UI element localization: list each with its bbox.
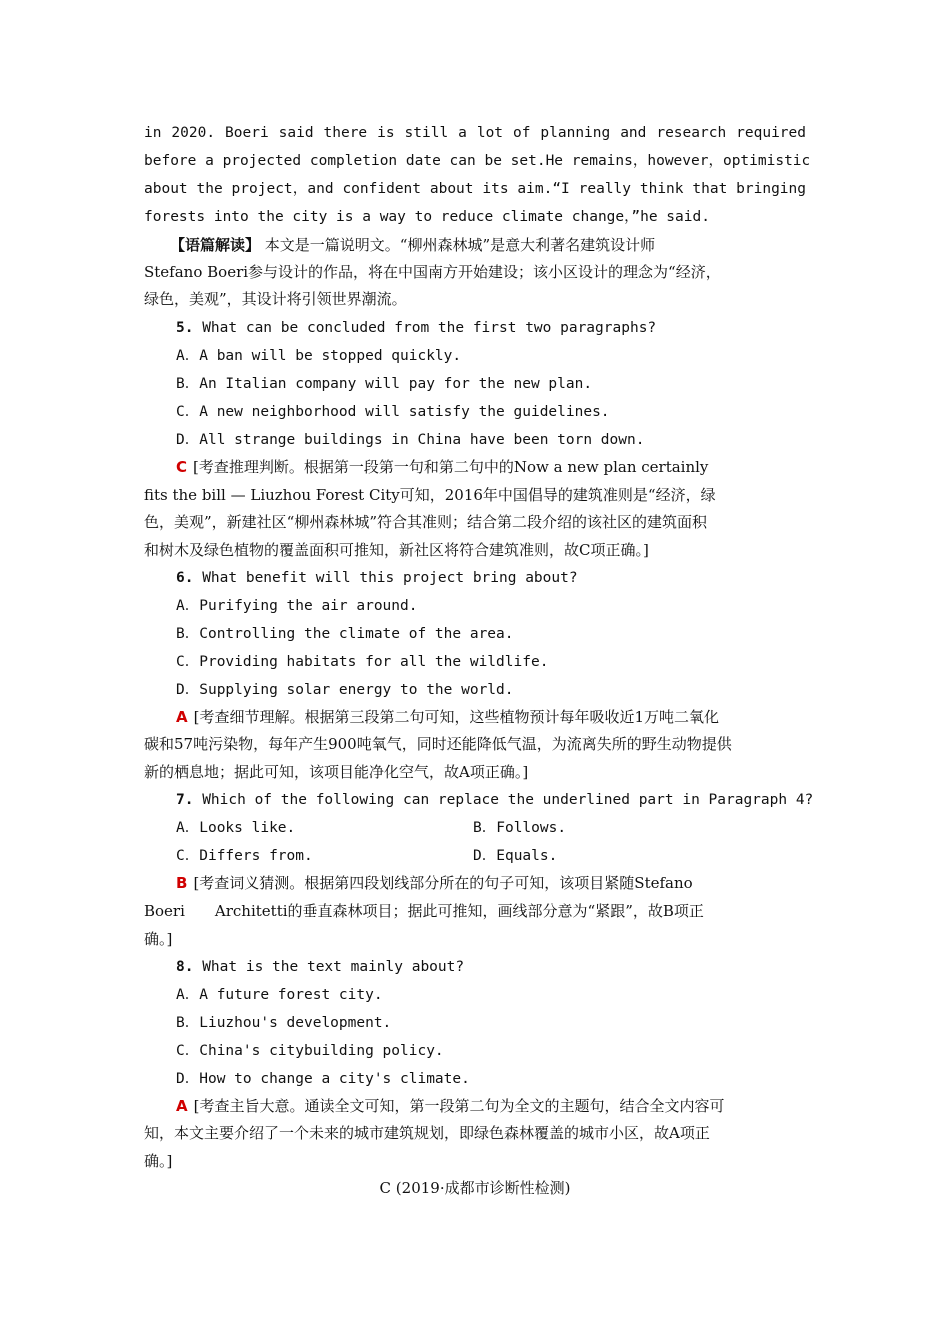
question-8-explanation-line: A [考查主旨大意。通读全文可知，第一段第二句为全文的主题句，结合全文内容可	[176, 1097, 725, 1115]
passage-line: about the project，and confident about its aim.“I really think that bringing	[144, 181, 806, 197]
question-5-explanation-line: fits the bill — Liuzhou Forest City可知，2016年中国倡导的建筑准则是“经济，绿	[144, 486, 716, 504]
question-5-option-d: D．All strange buildings in China have been torn down.	[176, 432, 645, 448]
question-5-option-a: A．A ban will be stopped quickly.	[176, 348, 462, 364]
question-6-explanation-line: 碳和57吨污染物，每年产生900吨氧气，同时还能降低气温，为流离失所的野生动物提供	[144, 735, 732, 753]
question-6-option-d: D．Supplying solar energy to the world.	[176, 682, 514, 698]
question-8-option-a: A．A future forest city.	[176, 987, 383, 1003]
question-6-option-c: C．Providing habitats for all the wildlife.	[176, 654, 549, 670]
passage-line: in 2020. Boeri said there is still a lot of planning and research required	[144, 125, 806, 141]
intro-line-2: Stefano Boeri参与设计的作品，将在中国南方开始建设；该小区设计的理念为“经济，	[144, 263, 721, 281]
question-5-explanation-line: C [考查推理判断。根据第一段第一句和第二句中的Now a new plan certainly	[176, 458, 709, 476]
question-8-answer: A	[176, 1097, 188, 1115]
question-8-explanation-line: 知，本文主要介绍了一个未来的城市建筑规划，即绿色森林覆盖的城市小区，故A项正	[144, 1124, 710, 1142]
question-7-stem: 7. Which of the following can replace the underlined part in Paragraph 4?	[176, 792, 814, 808]
question-7-answer: B	[176, 874, 188, 892]
question-8-option-d: D．How to change a city's climate.	[176, 1071, 470, 1087]
intro-text: 本文是一篇说明文。“柳州森林城”是意大利著名建筑设计师	[260, 236, 656, 254]
question-8-stem: 8. What is the text mainly about?	[176, 959, 465, 975]
question-6-option-a: A．Purifying the air around.	[176, 598, 418, 614]
intro-line-1	[170, 235, 806, 255]
question-6-answer: A	[176, 708, 188, 726]
question-5-explanation-line: 和树木及绿色植物的覆盖面积可推知，新社区将符合建筑准则，故C项正确。]	[144, 541, 649, 559]
question-7-explanation-line: Boeri Architetti的垂直森林项目；据此可推知，画线部分意为“紧跟”，故B项正	[144, 902, 704, 920]
question-5-option-c: C．A new neighborhood will satisfy the guidelines.	[176, 404, 610, 420]
question-7-option-d: D．Equals.	[473, 848, 558, 864]
question-7-explanation-line: 确。]	[144, 930, 173, 948]
question-5-stem: 5. What can be concluded from the first two paragraphs?	[176, 320, 657, 336]
question-8-option-c: C．China's citybuilding policy.	[176, 1043, 444, 1059]
section-heading: C (2019·成都市诊断性检测)	[379, 1179, 571, 1197]
question-7-option-c: C．Differs from.	[176, 848, 313, 864]
passage-line: before a projected completion date can be set.He remains，however，optimistic	[144, 153, 811, 169]
question-6-stem: 6. What benefit will this project bring about?	[176, 570, 578, 586]
question-8-option-b: B．Liuzhou's development.	[176, 1015, 392, 1031]
intro-line-3: 绿色，美观”，其设计将引领世界潮流。	[144, 290, 407, 308]
question-5-explanation-line: 色，美观”，新建社区“柳州森林城”符合其准则；结合第二段介绍的该社区的建筑面积	[144, 513, 708, 531]
intro-label: 【语篇解读】	[170, 236, 261, 254]
question-6-explanation-line: 新的栖息地；据此可知，该项目能净化空气，故A项正确。]	[144, 763, 529, 781]
question-6-option-b: B．Controlling the climate of the area.	[176, 626, 514, 642]
question-5-answer: C	[176, 458, 188, 476]
question-7-explanation-line: B [考查词义猜测。根据第四段划线部分所在的句子可知，该项目紧随Stefano	[176, 874, 693, 892]
question-8-explanation-line: 确。]	[144, 1152, 173, 1170]
passage-line: forests into the city is a way to reduce climate change，”he said.	[144, 209, 710, 225]
question-7-option-b: B．Follows.	[473, 820, 567, 836]
question-6-explanation-line: A [考查细节理解。根据第三段第二句可知，这些植物预计每年吸收近1万吨二氧化	[176, 708, 720, 726]
question-5-option-b: B．An Italian company will pay for the new plan.	[176, 376, 593, 392]
question-7-option-a: A．Looks like.	[176, 820, 296, 836]
